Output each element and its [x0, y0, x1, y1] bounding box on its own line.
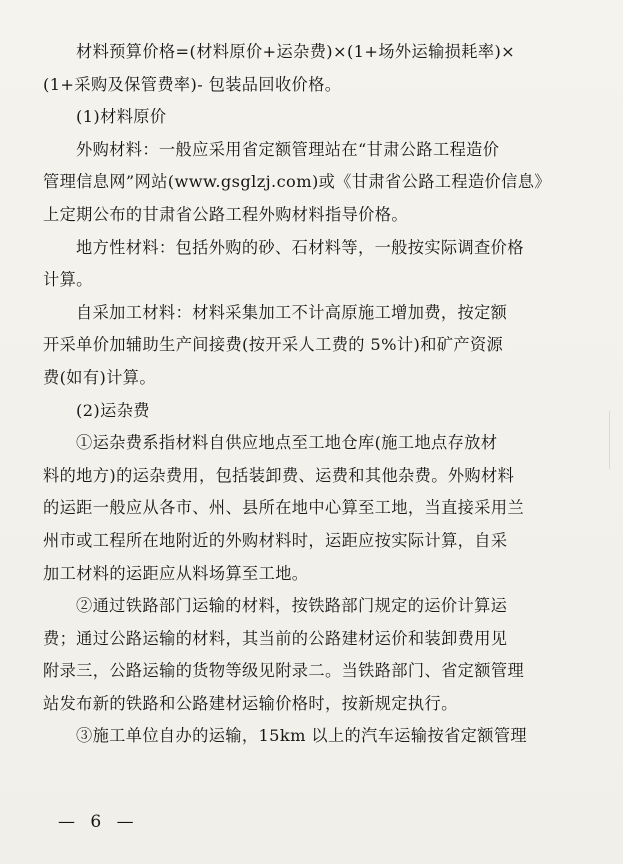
text-line: 费(如有)计算。: [43, 367, 156, 387]
formula-paragraph: [43, 36, 585, 101]
text-line: ②通过铁路部门运输的材料，按铁路部门规定的运价计算运: [76, 596, 508, 616]
text-line: 料的地方)的运杂费用，包括装卸费、运费和其他杂费。外购材料: [43, 465, 515, 485]
transport-fee-item-3: [43, 720, 585, 753]
text-line: 加工材料的运距应从料场算至工地。: [43, 563, 309, 583]
page-edge-mark: [609, 411, 616, 469]
text-line: 费；通过公路运输的材料，其当前的公路建材运价和装卸费用见: [43, 628, 508, 648]
section-heading-transport-fee: [43, 395, 585, 428]
text-line: 自采加工材料：材料采集加工不计高原施工增加费，按定额: [76, 302, 508, 322]
text-line: 地方性材料：包括外购的砂、石材料等，一般按实际调查价格: [76, 237, 524, 257]
text-line: ③施工单位自办的运输，15km 以上的汽车运输按省定额管理: [76, 726, 528, 746]
section-heading-material-price: [43, 101, 585, 134]
text-line: (1)材料原价: [76, 107, 167, 127]
text-line: (1+采购及保管费率)- 包装品回收价格。: [43, 74, 342, 94]
text-line: (2)运杂费: [76, 400, 150, 420]
text-line: 管理信息网”网站(www.gsglzj.com)或《甘肃省公路工程造价信息》: [43, 172, 551, 192]
text-line: 材料预算价格=(材料原价+运杂费)×(1+场外运输损耗率)×: [76, 42, 516, 61]
text-line: 外购材料：一般应采用省定额管理站在“甘肃公路工程造价: [76, 139, 500, 159]
transport-fee-item-2: [43, 590, 585, 720]
page-number: — 6 —: [58, 812, 139, 832]
text-line: 站发布新的铁路和公路建材运输价格时，按新规定执行。: [43, 693, 458, 713]
text-line: 上定期公布的甘肃省公路工程外购材料指导价格。: [43, 204, 408, 224]
transport-fee-item-1: [43, 427, 585, 590]
self-processed-material-paragraph: [43, 297, 585, 395]
external-material-paragraph: [43, 134, 585, 232]
local-material-paragraph: [43, 232, 585, 297]
document-body: [43, 36, 585, 753]
text-line: ①运杂费系指材料自供应地点至工地仓库(施工地点存放材: [76, 433, 498, 453]
text-line: 计算。: [43, 270, 93, 290]
text-line: 附录三，公路运输的货物等级见附录二。当铁路部门、省定额管理: [43, 661, 525, 681]
text-line: 开采单价加辅助生产间接费(按开采人工费的 5%计)和矿产资源: [43, 335, 504, 355]
text-line: 州市或工程所在地附近的外购材料时，运距应按实际计算，自采: [43, 530, 508, 550]
text-line: 的运距一般应从各市、州、县所在地中心算至工地，当直接采用兰: [43, 498, 525, 518]
